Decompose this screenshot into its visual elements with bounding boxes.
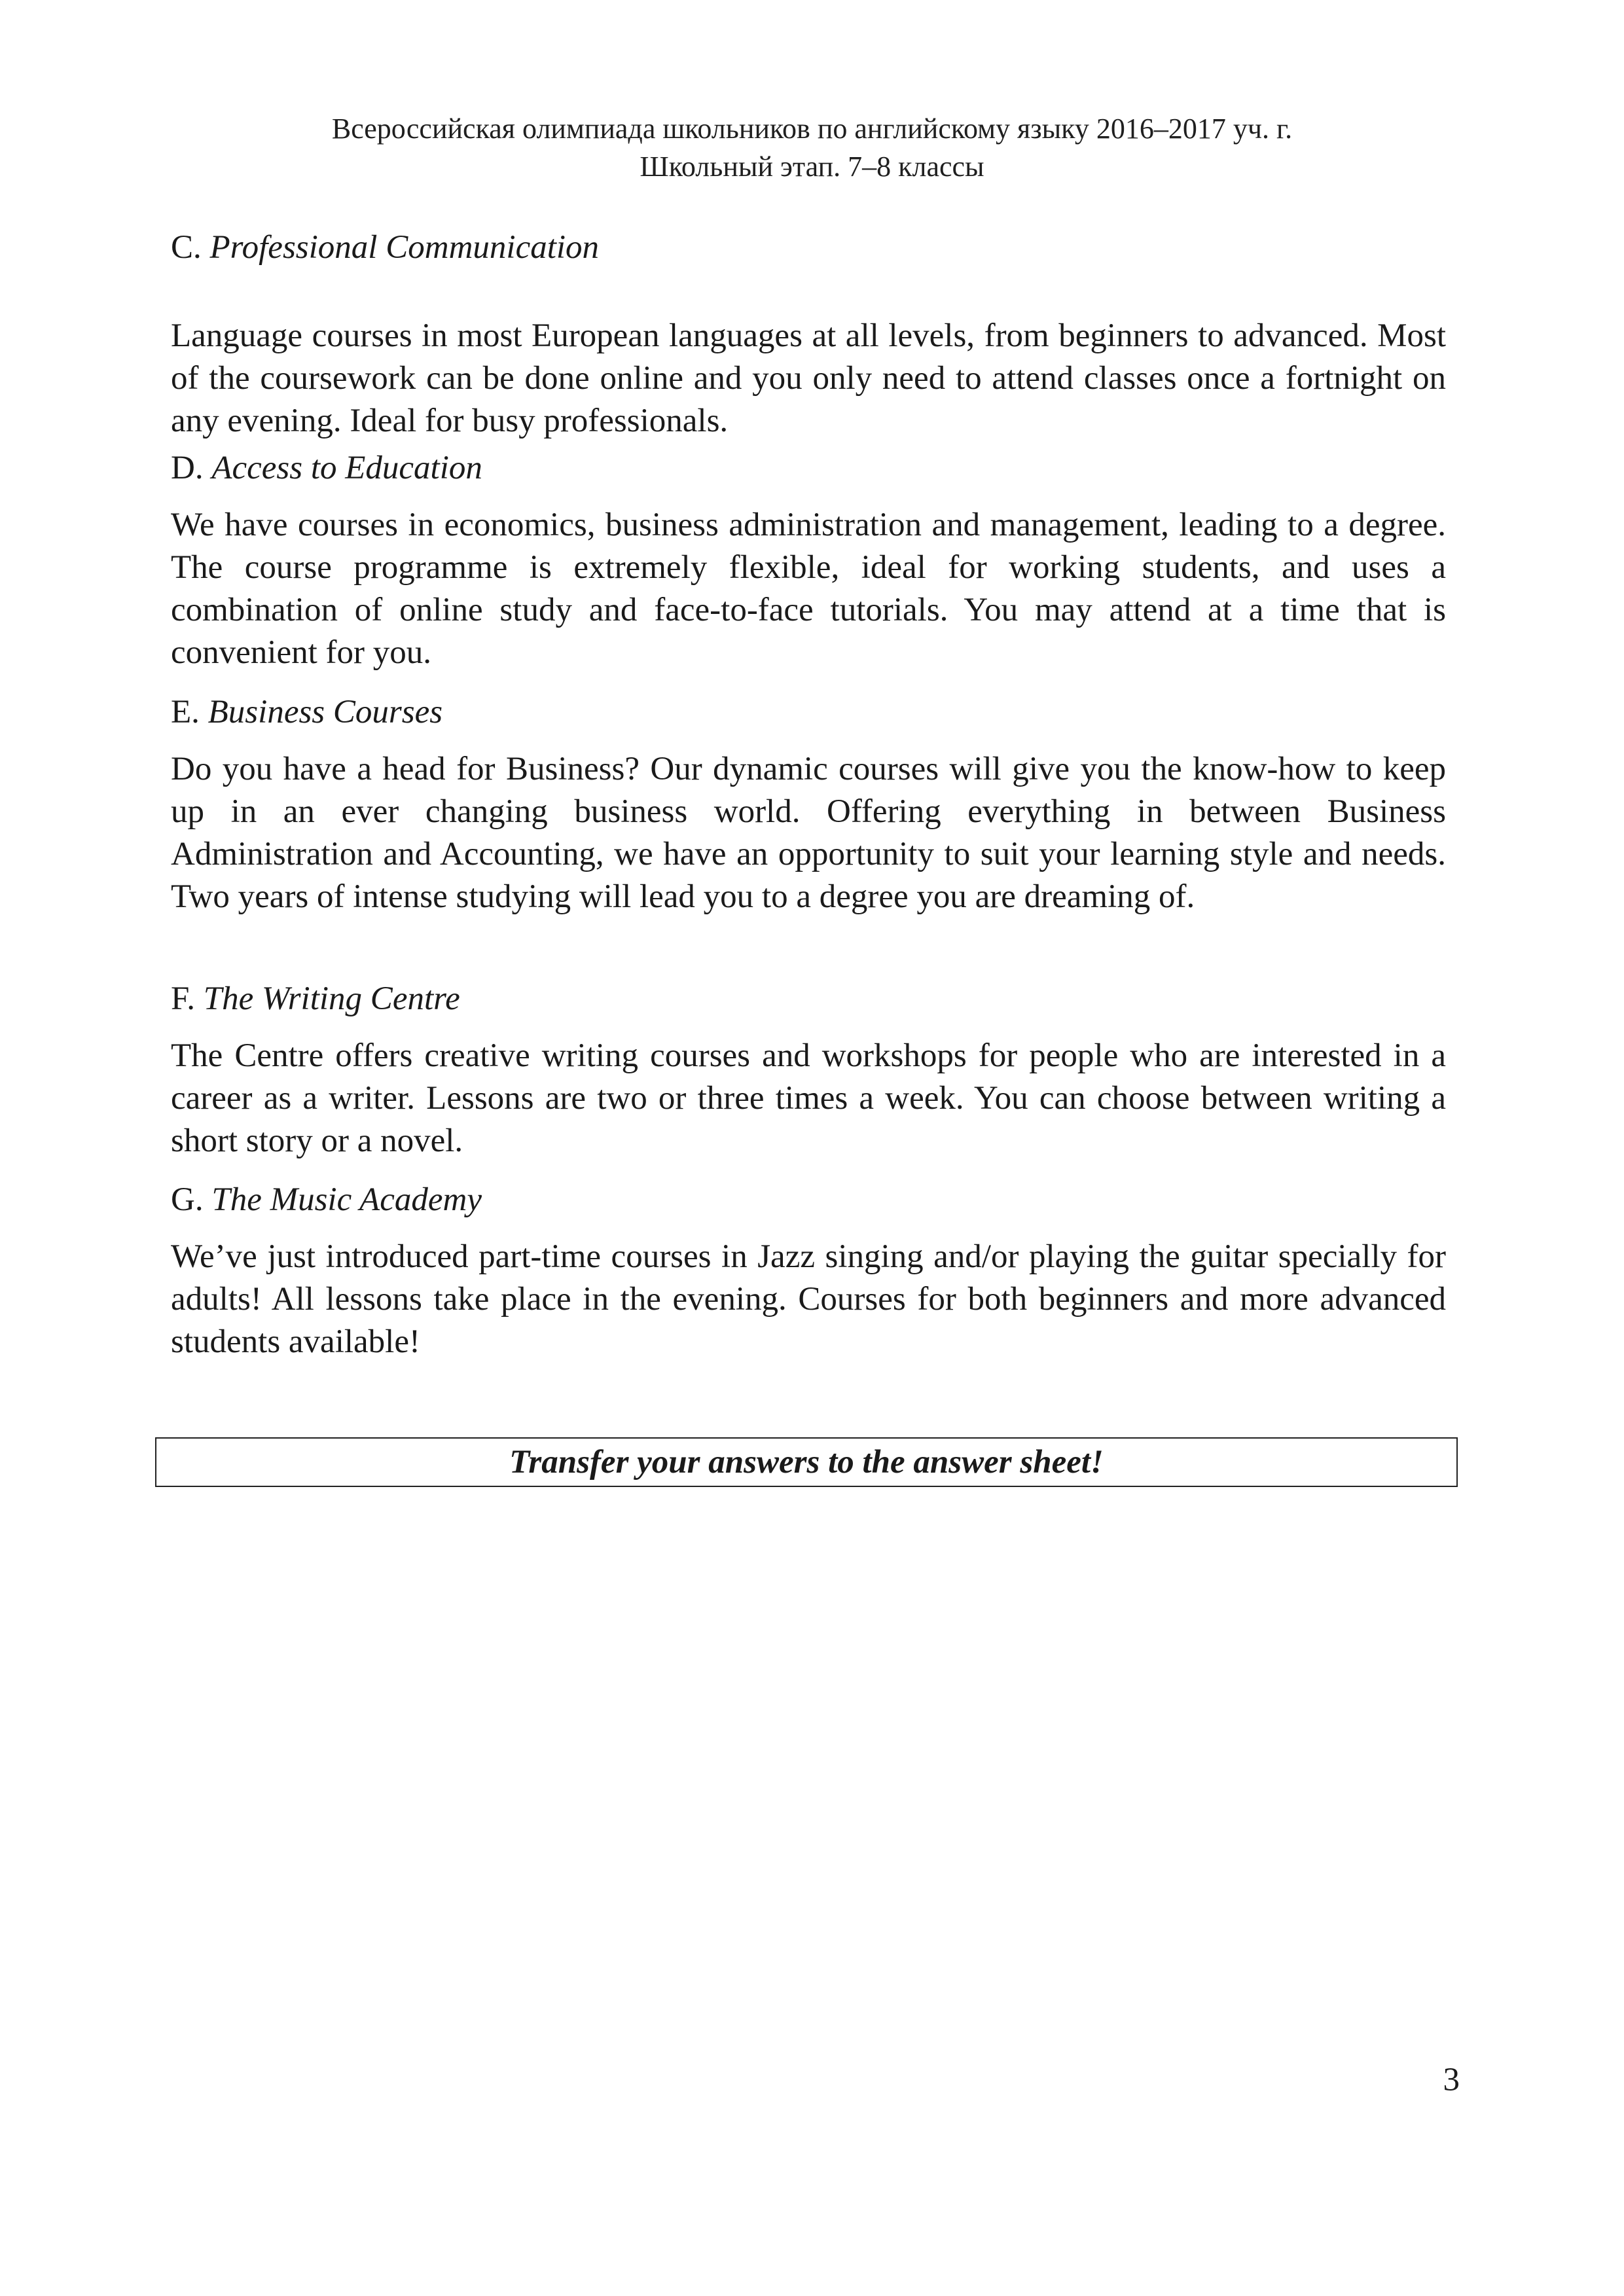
section-heading — [171, 978, 1446, 1019]
section-title: Access to Education — [211, 450, 482, 486]
section-title: Business Courses — [208, 694, 443, 730]
ad-section-c — [171, 227, 1446, 442]
section-letter: E. — [171, 694, 200, 730]
page-number: 3 — [1443, 2062, 1460, 2098]
header-olympiad-title: Всероссийская олимпиада школьников по английскому языку 2016–2017 уч. г. — [331, 113, 1293, 145]
section-letter: D. — [171, 450, 204, 486]
ad-section-f — [171, 978, 1446, 1162]
section-heading — [171, 227, 1446, 268]
section-letter: F. — [171, 980, 196, 1017]
ad-section-g — [171, 1179, 1446, 1363]
section-title: Professional Communication — [209, 229, 600, 266]
ad-section-e — [171, 692, 1446, 918]
section-text: Language courses in most European languages at all levels, from beginners to advanced. Most of the coursework can be done online and you only need to attend classes once a fortnight on any evening. Ideal for busy professionals. — [171, 317, 1446, 439]
section-heading — [171, 1179, 1446, 1220]
section-text: The Centre offers creative writing courses and workshops for people who are interested in a career as a writer. Lessons are two or three times a week. You can choose between writing a short story or a novel. — [171, 1037, 1446, 1159]
section-heading — [171, 448, 1446, 488]
section-text: We’ve just introduced part-time courses in Jazz singing and/or playing the guitar specially for adults! All lessons take place in the evening. Courses for both beginners and more advanced students available! — [171, 1238, 1446, 1360]
page-header — [0, 110, 1624, 186]
transfer-answers-notice: Transfer your answers to the answer sheet! — [155, 1437, 1458, 1487]
ad-section-d — [171, 448, 1446, 674]
section-text: We have courses in economics, business administration and management, leading to a degree. The course programme is extremely flexible, ideal for working students, and uses a combination of online study and face-to-face tutorials. You may attend at a time that is convenient for you. — [171, 507, 1446, 671]
section-letter: C. — [171, 229, 202, 266]
section-heading — [171, 692, 1446, 732]
header-stage-grades: Школьный этап. 7–8 классы — [640, 151, 984, 183]
section-title: The Music Academy — [211, 1181, 482, 1218]
section-text: Do you have a head for Business? Our dynamic courses will give you the know-how to keep up in an ever changing business world. Offering everything in between Business Administration and Accounting, we have an opportunity to suit your learning style and needs. Two years of intense studying will lead you to a degree you are dreaming of. — [171, 751, 1446, 915]
section-letter: G. — [171, 1181, 204, 1218]
section-title: The Writing Centre — [203, 980, 460, 1017]
